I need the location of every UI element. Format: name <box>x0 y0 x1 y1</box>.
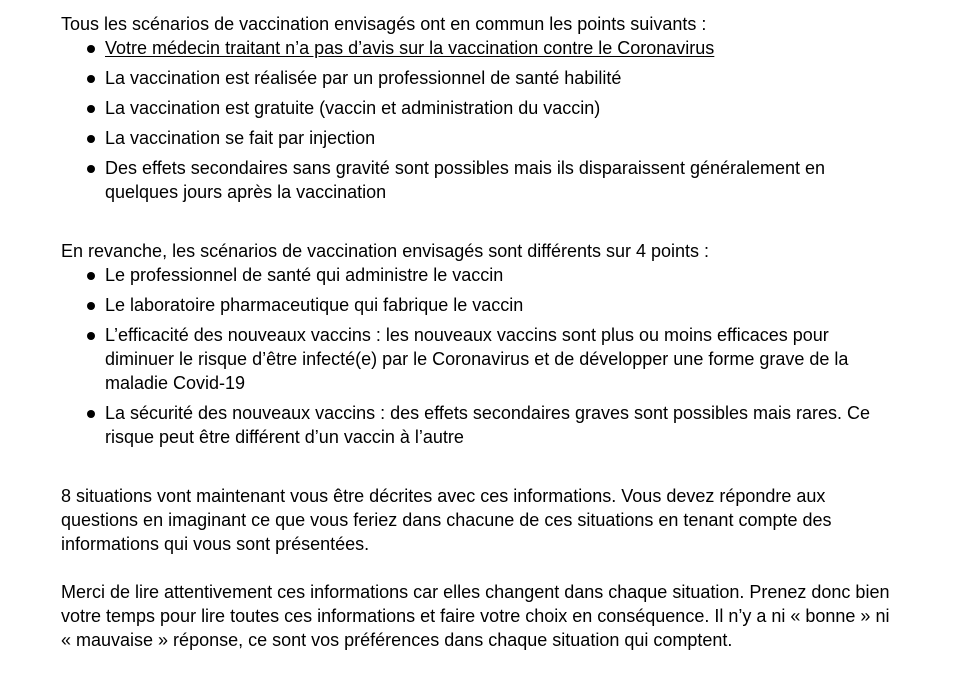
section1-intro: Tous les scénarios de vaccination envisagés ont en commun les points suivants : <box>61 14 707 34</box>
situations-paragraph: 8 situations vont maintenant vous être décrites avec ces informations. Vous devez répondre aux questions en imaginant ce que vous feriez dans chacune de ces situations en tenant compte des informations qui vous sont présentées. <box>61 486 832 554</box>
section2-intro: En revanche, les scénarios de vaccination envisagés sont différents sur 4 points : <box>61 241 710 261</box>
list-item <box>61 66 901 90</box>
common-points-list <box>61 36 901 204</box>
document-body <box>61 12 901 652</box>
list-item-text: Des effets secondaires sans gravité sont possibles mais ils disparaissent généralement en quelques jours après la vaccination <box>105 158 826 202</box>
list-item <box>61 401 901 449</box>
list-item <box>61 156 901 204</box>
list-item <box>61 126 901 150</box>
list-item-text: La vaccination est réalisée par un professionnel de santé habilité <box>105 68 622 88</box>
list-item-link[interactable]: Votre médecin traitant n’a pas d’avis sur la vaccination contre le Coronavirus <box>105 38 715 58</box>
bullet-icon <box>87 272 95 280</box>
bullet-icon <box>87 45 95 53</box>
list-item-text: La sécurité des nouveaux vaccins : des effets secondaires graves sont possibles mais rares. Ce risque peut être différent d’un vaccin à l’autre <box>105 403 871 447</box>
list-item-text: Le laboratoire pharmaceutique qui fabrique le vaccin <box>105 295 524 315</box>
list-item <box>61 263 901 287</box>
list-item-text: La vaccination est gratuite (vaccin et administration du vaccin) <box>105 98 601 118</box>
bullet-icon <box>87 165 95 173</box>
list-item <box>61 36 901 60</box>
bullet-icon <box>87 332 95 340</box>
bullet-icon <box>87 135 95 143</box>
list-item <box>61 293 901 317</box>
list-item-text: L’efficacité des nouveaux vaccins : les nouveaux vaccins sont plus ou moins efficaces pour diminuer le risque d’être infecté(e) par le Coronavirus et de développer une forme grave de la maladie Covid-19 <box>105 325 849 393</box>
list-item-text: La vaccination se fait par injection <box>105 128 376 148</box>
list-item-text: Le professionnel de santé qui administre le vaccin <box>105 265 504 285</box>
bullet-icon <box>87 105 95 113</box>
list-item <box>61 96 901 120</box>
instructions-paragraph: Merci de lire attentivement ces informations car elles changent dans chaque situation. Prenez donc bien votre temps pour lire toutes ces informations et faire votre choix en conséquence. Il n’y a ni « bonne » ni « mauvaise » réponse, ce sont vos préférences dans chaque situation qui comptent. <box>61 582 890 650</box>
differing-points-list <box>61 263 901 449</box>
bullet-icon <box>87 410 95 418</box>
bullet-icon <box>87 302 95 310</box>
bullet-icon <box>87 75 95 83</box>
list-item <box>61 323 901 395</box>
